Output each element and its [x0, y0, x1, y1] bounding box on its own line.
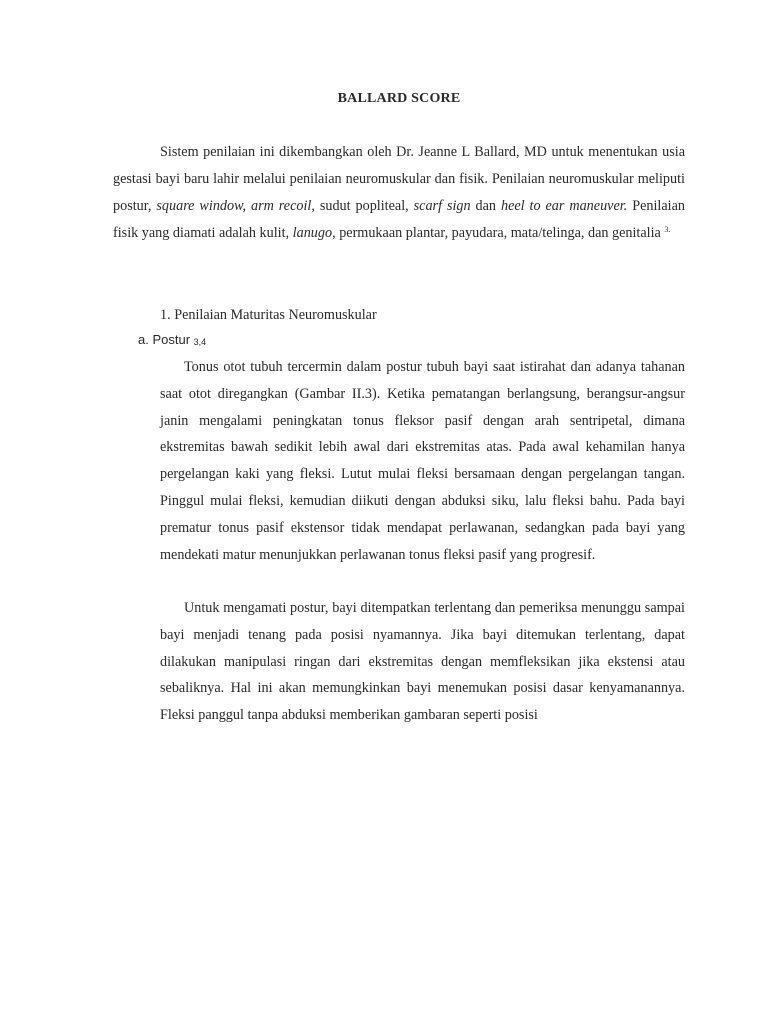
- intro-reference: 3.: [664, 225, 671, 234]
- intro-term-scarf-sign: scarf sign: [413, 198, 471, 214]
- sub-heading-label: a. Postur: [138, 332, 194, 347]
- intro-paragraph: [113, 139, 685, 247]
- intro-text-1: Sistem penilaian ini dikembangkan oleh Dr. Jeanne L Ballard, MD untuk menentukan usia gestasi bayi baru lahir melalui penilaian neuromuskular dan fisik. Penilaian neuromuskular meliputi postur,: [113, 144, 685, 214]
- intro-term-square-window: square window, arm recoil,: [156, 198, 315, 214]
- body-paragraph-1: Tonus otot tubuh tercermin dalam postur tubuh bayi saat istirahat dan adanya tahanan saat otot diregangkan (Gambar II.3). Ketika pematangan berlangsung, berangsur-angsur janin mengalami peningkatan tonus fleksor pasif dengan arah sentripetal, dimana ekstremitas bawah sedikit lebih awal dari ekstremitas atas. Pada awal kehamilan hanya pergelangan kaki yang fleksi. Lutut mulai fleksi bersamaan dengan pergelangan tangan. Pinggul mulai fleksi, kemudian diikuti dengan abduksi siku, lalu fleksi bahu. Pada bayi prematur tonus pasif ekstensor tidak mendapat perlawanan, sedangkan pada bayi yang mendekati matur menunjukkan perlawanan tonus fleksi pasif yang progresif.: [160, 359, 685, 563]
- intro-term-lanugo: lanugo,: [292, 225, 336, 241]
- intro-text-4: Penilaian fisik yang diamati adalah kulit,: [113, 198, 685, 241]
- body-paragraph-2: Untuk mengamati postur, bayi ditempatkan terlentang dan pemeriksa menunggu sampai bayi menjadi tenang pada posisi nyamannya. Jika bayi ditemukan terlentang, dapat dilakukan manipulasi ringan dari ekstremitas dengan memfleksikan jika ekstensi atau sebaliknya. Hal ini akan memungkinkan bayi menemukan posisi dasar kenyamanannya. Fleksi panggul tanpa abduksi memberikan gambaran seperti posisi: [160, 600, 685, 724]
- sub-heading-reference: 3,4: [193, 337, 207, 347]
- intro-term-heel-to-ear: heel to ear maneuver.: [500, 198, 628, 214]
- intro-text-2: sudut popliteal,: [314, 198, 414, 214]
- document-title: BALLARD SCORE: [337, 91, 461, 106]
- intro-text-5: permukaan plantar, payudara, mata/telinga, dan genitalia: [335, 225, 665, 241]
- section-heading: 1. Penilaian Maturitas Neuromuskular: [160, 307, 377, 323]
- sub-heading-postur: [138, 331, 206, 351]
- intro-text-3: dan: [470, 198, 501, 214]
